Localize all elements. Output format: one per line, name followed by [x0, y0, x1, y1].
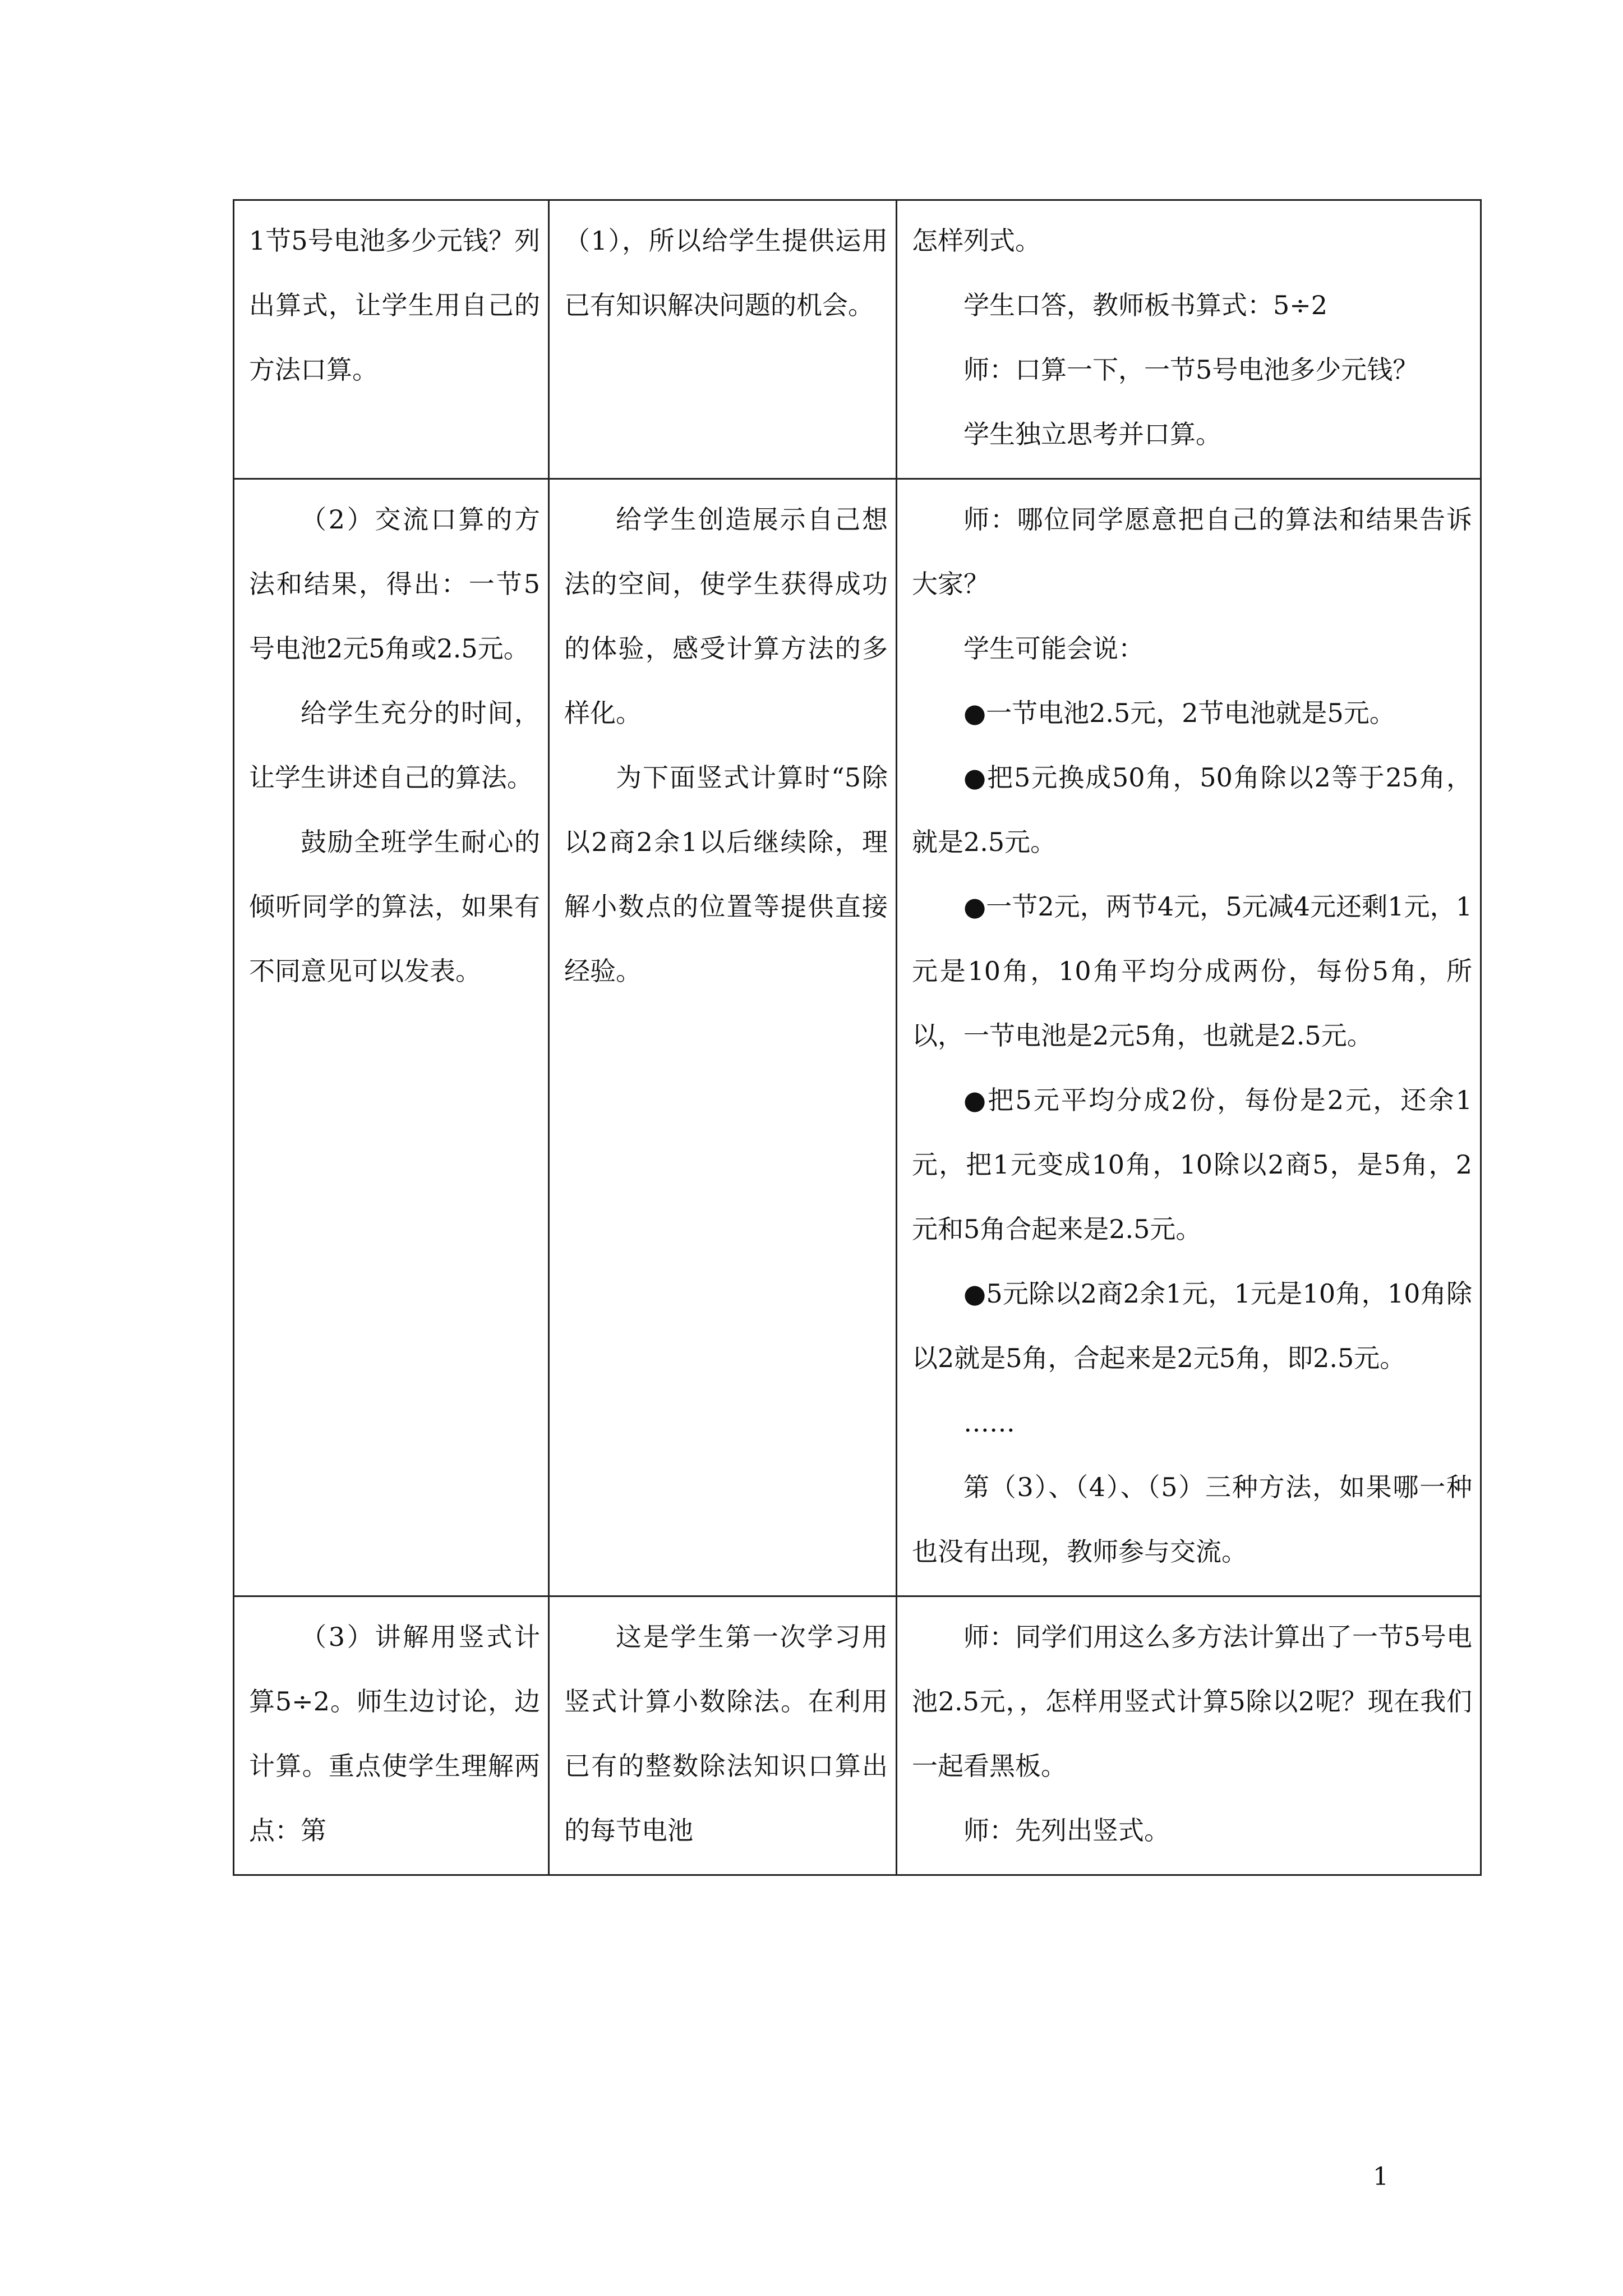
paragraph: 给学生充分的时间，让学生讲述自己的算法。	[249, 698, 540, 793]
design-intent-cell	[549, 1596, 897, 1875]
table-row	[234, 479, 1481, 1596]
paragraph: （3）讲解用竖式计算5÷2。师生边讨论，边计算。重点使学生理解两点：第	[249, 1622, 540, 1846]
paragraph: ●一节电池2.5元，2节电池就是5元。	[963, 698, 1395, 728]
page-number: 1	[1373, 2162, 1389, 2191]
teaching-process-cell	[897, 479, 1481, 1596]
teaching-content-cell	[234, 200, 549, 479]
paragraph: 为下面竖式计算时“5除以2商2余1以后继续除，理解小数点的位置等提供直接经验。	[564, 762, 888, 986]
paragraph: ●5元除以2商2余1元，1元是10角，10角除以2就是5角，合起来是2元5角，即2.5元。	[912, 1278, 1472, 1373]
paragraph: ●把5元换成50角，50角除以2等于25角，就是2.5元。	[912, 762, 1472, 857]
table-row	[234, 200, 1481, 479]
teaching-content-cell	[234, 479, 549, 1596]
paragraph: 学生独立思考并口算。	[963, 419, 1221, 449]
paragraph: 给学生创造展示自己想法的空间，使学生获得成功的体验，感受计算方法的多样化。	[564, 504, 888, 728]
paragraph: 怎样列式。	[912, 226, 1041, 256]
paragraph: 这是学生第一次学习用竖式计算小数除法。在利用已有的整数除法知识口算出的每节电池	[564, 1622, 888, 1846]
paragraph: ●一节2元，两节4元，5元减4元还剩1元，1元是10角，10角平均分成两份，每份5角，所以，一节电池是2元5角，也就是2.5元。	[912, 891, 1472, 1051]
paragraph: 师：哪位同学愿意把自己的算法和结果告诉大家？	[912, 504, 1472, 599]
teaching-process-cell	[897, 200, 1481, 479]
table-row	[234, 1596, 1481, 1875]
paragraph: （2）交流口算的方法和结果，得出：一节5号电池2元5角或2.5元。	[249, 504, 540, 664]
design-intent-cell	[549, 200, 897, 479]
paragraph: 学生口答，教师板书算式：5÷2	[963, 290, 1328, 320]
paragraph: 师：口算一下，一节5号电池多少元钱？	[963, 355, 1419, 385]
paragraph: 第（3）、（4）、（5）三种方法，如果哪一种也没有出现，教师参与交流。	[912, 1472, 1472, 1567]
paragraph: 1节5号电池多少元钱？列出算式，让学生用自己的方法口算。	[249, 226, 540, 385]
teaching-process-cell	[897, 1596, 1481, 1875]
paragraph: （1），所以给学生提供运用已有知识解决问题的机会。	[564, 226, 888, 320]
paragraph: 师：先列出竖式。	[963, 1815, 1170, 1846]
paragraph: ●把5元平均分成2份，每份是2元，还余1元，把1元变成10角，10除以2商5，是5角，2元和5角合起来是2.5元。	[912, 1085, 1472, 1244]
design-intent-cell	[549, 479, 897, 1596]
ellipsis: ……	[963, 1407, 1015, 1438]
lesson-plan-table	[233, 199, 1482, 1876]
paragraph: 师：同学们用这么多方法计算出了一节5号电池2.5元，，怎样用竖式计算5除以2呢？现在我们一起看黑板。	[912, 1622, 1472, 1781]
paragraph: 学生可能会说：	[963, 633, 1144, 664]
teaching-content-cell	[234, 1596, 549, 1875]
paragraph: 鼓励全班学生耐心的倾听同学的算法，如果有不同意见可以发表。	[249, 827, 540, 986]
